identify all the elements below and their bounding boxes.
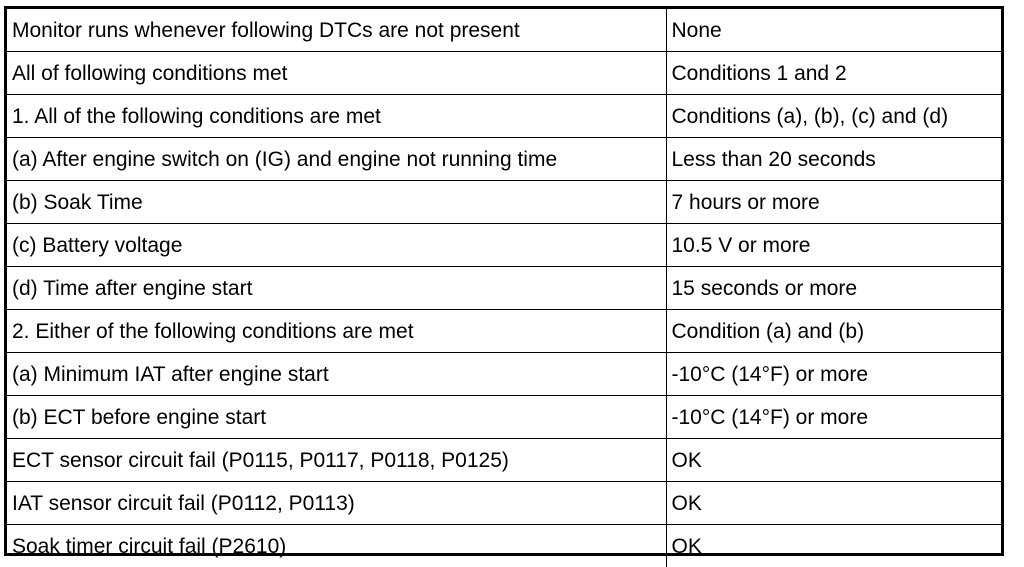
table-row (7, 52, 1001, 95)
table-row (7, 396, 1001, 439)
value-cell: OK (666, 482, 1001, 525)
table-row (7, 310, 1001, 353)
value-cell: -10°C (14°F) or more (666, 396, 1001, 439)
condition-cell: ECT sensor circuit fail (P0115, P0117, P0118, P0125) (7, 439, 666, 482)
conditions-table (7, 9, 1001, 567)
value-cell: Condition (a) and (b) (666, 310, 1001, 353)
value-cell: None (666, 9, 1001, 52)
condition-cell: Soak timer circuit fail (P2610) (7, 525, 666, 567)
condition-cell: (a) After engine switch on (IG) and engine not running time (7, 138, 666, 181)
value-cell: OK (666, 525, 1001, 567)
value-cell: 7 hours or more (666, 181, 1001, 224)
table-row (7, 138, 1001, 181)
condition-cell: Monitor runs whenever following DTCs are not present (7, 9, 666, 52)
condition-cell: (a) Minimum IAT after engine start (7, 353, 666, 396)
value-cell: Conditions 1 and 2 (666, 52, 1001, 95)
value-cell: 15 seconds or more (666, 267, 1001, 310)
table-row (7, 95, 1001, 138)
value-cell: Conditions (a), (b), (c) and (d) (666, 95, 1001, 138)
condition-cell: (b) ECT before engine start (7, 396, 666, 439)
condition-cell: IAT sensor circuit fail (P0112, P0113) (7, 482, 666, 525)
condition-cell: (d) Time after engine start (7, 267, 666, 310)
condition-cell: 2. Either of the following conditions are met (7, 310, 666, 353)
table-row (7, 181, 1001, 224)
condition-cell: (c) Battery voltage (7, 224, 666, 267)
value-cell: 10.5 V or more (666, 224, 1001, 267)
value-cell: -10°C (14°F) or more (666, 353, 1001, 396)
table-row (7, 267, 1001, 310)
table-row (7, 439, 1001, 482)
value-cell: OK (666, 439, 1001, 482)
condition-cell: 1. All of the following conditions are met (7, 95, 666, 138)
table-row (7, 224, 1001, 267)
condition-cell: All of following conditions met (7, 52, 666, 95)
value-cell: Less than 20 seconds (666, 138, 1001, 181)
conditions-table-frame (4, 6, 1004, 556)
condition-cell: (b) Soak Time (7, 181, 666, 224)
table-row (7, 9, 1001, 52)
table-row (7, 482, 1001, 525)
table-row (7, 525, 1001, 567)
table-row (7, 353, 1001, 396)
